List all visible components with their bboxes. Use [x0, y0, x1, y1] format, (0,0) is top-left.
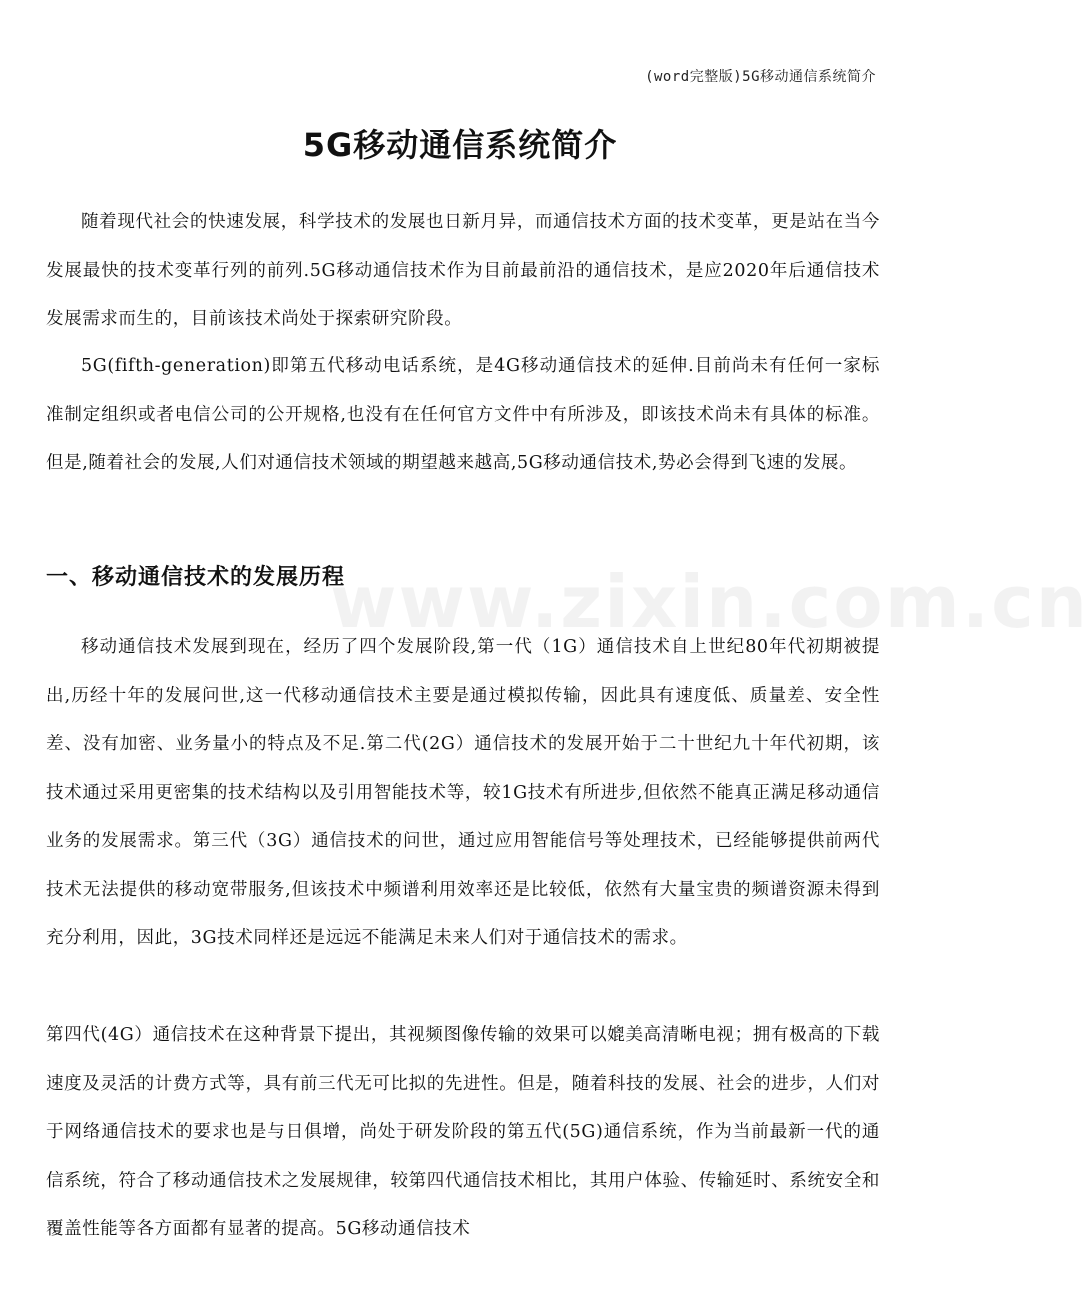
watermark-logo: www.zixin.com.cn: [330, 560, 1089, 644]
paragraph-history-1g-3g: 移动通信技术发展到现在，经历了四个发展阶段,第一代（1G）通信技术自上世纪80年代初期被提出,历经十年的发展问世,这一代移动通信技术主要是通过模拟传输，因此具有速度低、质量差、安全性差、没有加密、业务量小的特点及不足.第二代(2G）通信技术的发展开始于二十世纪九十年代初期，该技术通过采用更密集的技术结构以及引用智能技术等，较1G技术有所进步,但依然不能真正满足移动通信业务的发展需求。第三代（3G）通信技术的问世，通过应用智能信号等处理技术，已经能够提供前两代技术无法提供的移动宽带服务,但该技术中频谱利用效率还是比较低，依然有大量宝贵的频谱资源未得到充分利用，因此，3G技术同样还是远远不能满足未来人们对于通信技术的需求。: [46, 637, 880, 948]
paragraph-history-4g-5g: 第四代(4G）通信技术在这种背景下提出，其视频图像传输的效果可以媲美高清晰电视；拥有极高的下载速度及灵活的计费方式等，具有前三代无可比拟的先进性。但是，随着科技的发展、社会的进步，人们对于网络通信技术的要求也是与日俱增，尚处于研发阶段的第五代(5G)通信系统，作为当前最新一代的通信系统，符合了移动通信技术之发展规律，较第四代通信技术相比，其用户体验、传输延时、系统安全和覆盖性能等各方面都有显著的提高。5G移动通信技术: [46, 1025, 880, 1239]
section-heading-history: 一、移动通信技术的发展历程: [46, 565, 346, 590]
running-header: (word完整版)5G移动通信系统简介: [645, 69, 876, 85]
document-title: 5G移动通信系统简介: [302, 126, 618, 164]
paragraph-5g-definition: 5G(fifth-generation)即第五代移动电话系统，是4G移动通信技术的延伸.目前尚未有任何一家标准制定组织或者电信公司的公开规格,也没有在任何官方文件中有所涉及，即该技术尚未有具体的标准。但是,随着社会的发展,人们对通信技术领域的期望越来越高,5G移动通信技术,势必会得到飞速的发展。: [46, 356, 880, 473]
paragraph-intro: 随着现代社会的快速发展，科学技术的发展也日新月异，而通信技术方面的技术变革，更是站在当今发展最快的技术变革行列的前列.5G移动通信技术作为目前最前沿的通信技术，是应2020年后通信技术发展需求而生的，目前该技术尚处于探索研究阶段。: [46, 212, 880, 329]
